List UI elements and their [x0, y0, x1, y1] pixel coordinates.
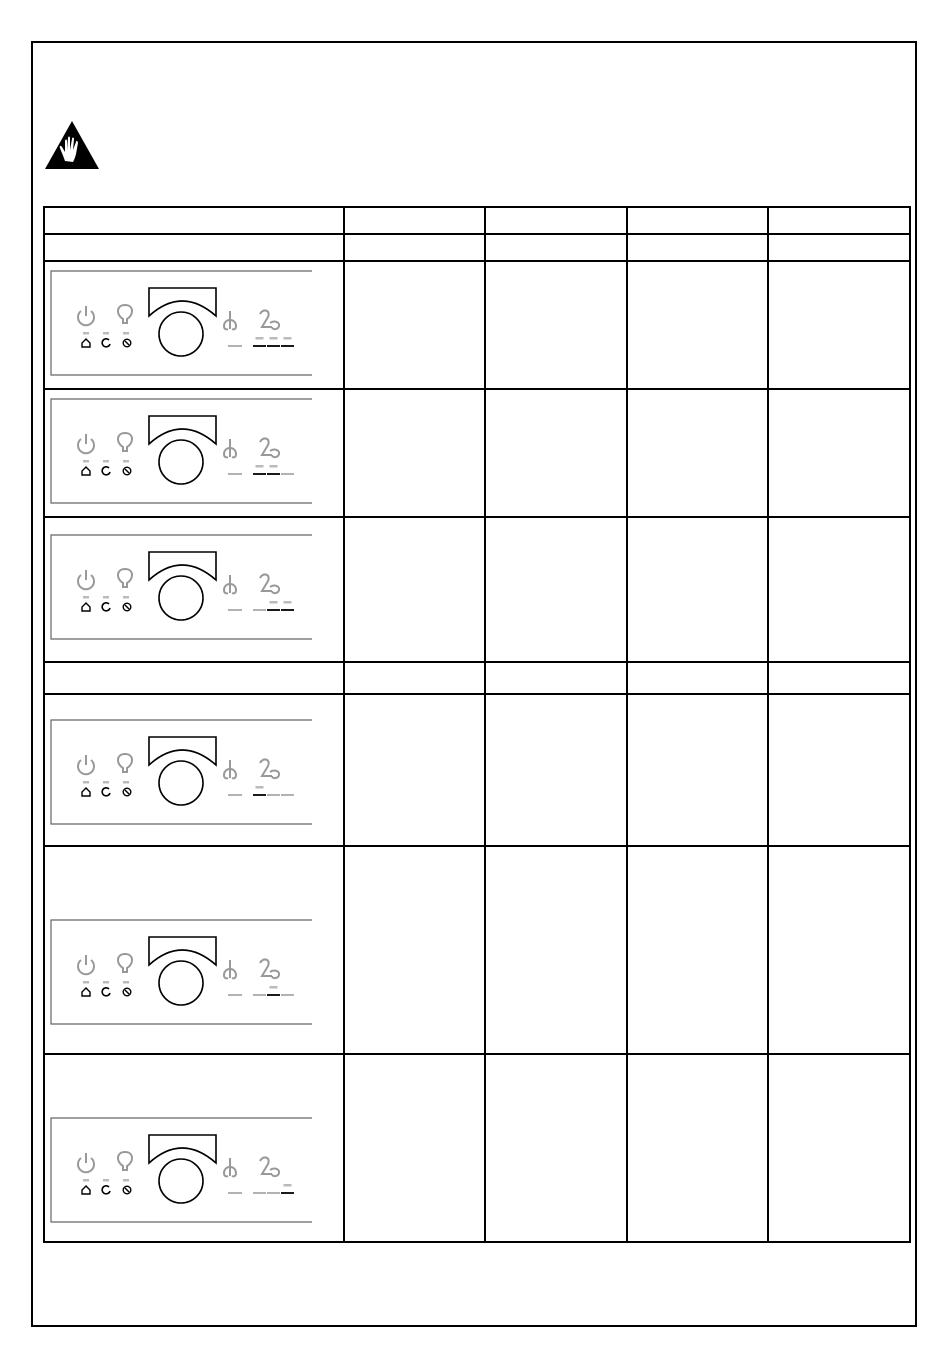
timer-icon [123, 788, 131, 796]
value-cell [627, 1054, 768, 1242]
led-label-mark [83, 1179, 89, 1182]
control-knob[interactable] [159, 961, 203, 1005]
power-icon [78, 306, 94, 325]
led-label-mark [83, 781, 89, 784]
value-cell [627, 517, 768, 662]
led-label-mark [103, 1179, 109, 1182]
led-label-mark [270, 337, 278, 340]
home-icon [82, 339, 90, 347]
control-knob[interactable] [159, 761, 203, 805]
display-cell [44, 662, 344, 694]
value-cell [344, 207, 485, 234]
hood-control-panel [50, 919, 312, 1025]
home-icon [82, 788, 90, 796]
timer-icon [123, 467, 131, 475]
hood-control-panel [50, 270, 312, 376]
led-label-mark [270, 465, 278, 468]
led-label-mark [270, 986, 278, 989]
value-cell [768, 694, 910, 846]
value-cell [344, 517, 485, 662]
home-icon [82, 467, 90, 475]
value-cell [344, 694, 485, 846]
value-cell [768, 261, 910, 389]
led-label-mark [103, 596, 109, 599]
value-cell [768, 846, 910, 1054]
led-label-mark [103, 981, 109, 984]
timer-icon [123, 339, 131, 347]
home-icon [82, 1186, 90, 1194]
control-knob[interactable] [159, 440, 203, 484]
led-label-mark [256, 786, 264, 789]
led-label-mark [270, 601, 278, 604]
header-row [44, 207, 910, 234]
panel-row [44, 694, 910, 846]
led-label-mark [284, 601, 292, 604]
value-cell [768, 1054, 910, 1242]
led-label-mark [83, 460, 89, 463]
power-icon [78, 955, 94, 974]
value-cell [485, 207, 627, 234]
led-label-mark [103, 781, 109, 784]
display-cell [44, 517, 344, 662]
value-cell [768, 207, 910, 234]
carbon-filter-icon [260, 438, 279, 457]
led-label-mark [103, 460, 109, 463]
light-bulb-icon [118, 569, 132, 587]
carbon-filter-icon [260, 574, 279, 593]
led-label-mark [256, 337, 264, 340]
value-cell [344, 1054, 485, 1242]
timer-icon [123, 603, 131, 611]
refresh-icon [102, 1186, 110, 1194]
value-cell [627, 234, 768, 261]
value-cell [768, 662, 910, 694]
home-icon [82, 988, 90, 996]
led-label-mark [123, 981, 129, 984]
value-cell [485, 846, 627, 1054]
hood-control-panel [50, 398, 312, 504]
value-cell [344, 261, 485, 389]
value-cell [627, 662, 768, 694]
value-cell [344, 662, 485, 694]
value-cell [627, 389, 768, 517]
refresh-icon [102, 788, 110, 796]
led-label-mark [123, 596, 129, 599]
light-bulb-icon [118, 305, 132, 323]
led-label-mark [123, 1179, 129, 1182]
panel-row [44, 389, 910, 517]
value-cell [768, 234, 910, 261]
display-cell [44, 389, 344, 517]
panel-row [44, 517, 910, 662]
light-bulb-icon [118, 433, 132, 451]
hood-control-panel [50, 1117, 312, 1223]
refresh-icon [102, 988, 110, 996]
led-label-mark [123, 332, 129, 335]
grease-filter-icon [224, 760, 236, 778]
control-panel-table [43, 206, 911, 1243]
grease-filter-icon [224, 311, 236, 329]
light-bulb-icon [118, 1152, 132, 1170]
timer-icon [123, 1186, 131, 1194]
power-icon [78, 755, 94, 774]
power-icon [78, 1153, 94, 1172]
led-label-mark [256, 465, 264, 468]
blank-row [44, 234, 910, 261]
value-cell [485, 234, 627, 261]
value-cell [485, 261, 627, 389]
value-cell [344, 234, 485, 261]
power-icon [78, 434, 94, 453]
control-knob[interactable] [159, 576, 203, 620]
control-knob[interactable] [159, 312, 203, 356]
display-cell [44, 1054, 344, 1242]
display-cell [44, 261, 344, 389]
value-cell [344, 389, 485, 517]
panel-row [44, 1054, 910, 1242]
light-bulb-icon [118, 754, 132, 772]
led-label-mark [103, 332, 109, 335]
value-cell [768, 389, 910, 517]
display-cell [44, 207, 344, 234]
value-cell [344, 846, 485, 1054]
value-cell [768, 517, 910, 662]
carbon-filter-icon [260, 310, 279, 329]
hood-control-panel [50, 719, 312, 825]
refresh-icon [102, 603, 110, 611]
led-label-mark [284, 1184, 292, 1187]
carbon-filter-icon [260, 1157, 279, 1176]
led-label-mark [284, 337, 292, 340]
value-cell [485, 389, 627, 517]
led-label-mark [83, 981, 89, 984]
grease-filter-icon [224, 960, 236, 978]
grease-filter-icon [224, 439, 236, 457]
refresh-icon [102, 467, 110, 475]
value-cell [627, 207, 768, 234]
grease-filter-icon [224, 1158, 236, 1176]
grease-filter-icon [224, 575, 236, 593]
led-label-mark [83, 332, 89, 335]
home-icon [82, 603, 90, 611]
carbon-filter-icon [260, 759, 279, 778]
blank-row [44, 662, 910, 694]
value-cell [485, 517, 627, 662]
value-cell [485, 662, 627, 694]
display-cell [44, 234, 344, 261]
panel-row [44, 846, 910, 1054]
timer-icon [123, 988, 131, 996]
power-icon [78, 570, 94, 589]
hood-control-panel [50, 534, 312, 640]
value-cell [627, 694, 768, 846]
refresh-icon [102, 339, 110, 347]
display-cell [44, 846, 344, 1054]
led-label-mark [123, 781, 129, 784]
display-cell [44, 694, 344, 846]
value-cell [627, 261, 768, 389]
hand-warning-icon [43, 119, 101, 171]
value-cell [627, 846, 768, 1054]
led-label-mark [123, 460, 129, 463]
value-cell [485, 694, 627, 846]
control-knob[interactable] [159, 1159, 203, 1203]
value-cell [485, 1054, 627, 1242]
light-bulb-icon [118, 954, 132, 972]
panel-row [44, 261, 910, 389]
carbon-filter-icon [260, 959, 279, 978]
led-label-mark [83, 596, 89, 599]
